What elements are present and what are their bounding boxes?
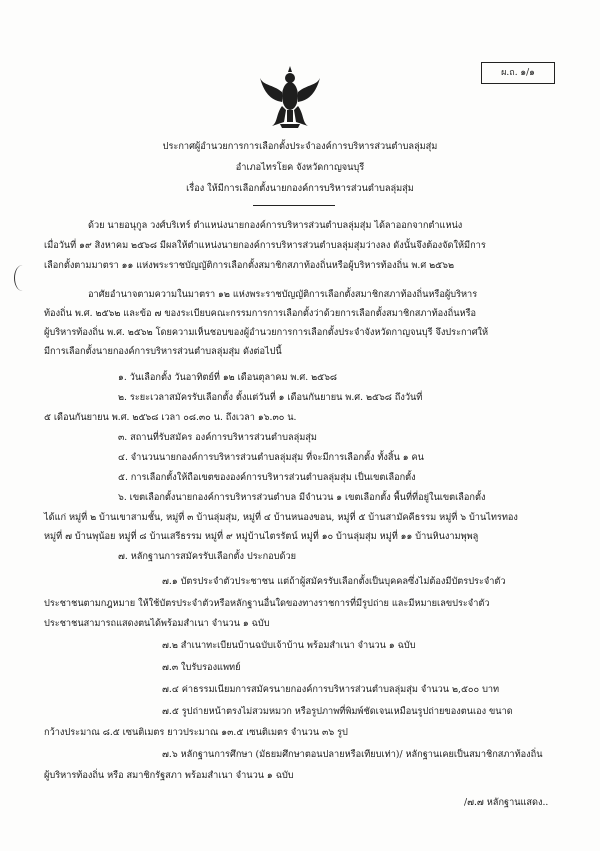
- list-item: ๗.๒ สำเนาทะเบียนบ้านฉบับเจ้าบ้าน พร้อมสำเนา จำนวน ๑ ฉบับ: [162, 640, 416, 651]
- list-item: ๗.๑ บัตรประจำตัวประชาชน แต่ถ้าผู้สมัครรับเลือกตั้งเป็นบุคคลซึ่งไม่ต้องมีบัตรประจำตัว: [162, 576, 506, 587]
- list-item: ๕. การเลือกตั้งให้ถือเขตขององค์การบริหารส่วนตำบลลุ่มสุ่ม เป็นเขตเลือกตั้ง: [118, 472, 416, 483]
- list-item: ๔. จำนวนนายกองค์การบริหารส่วนตำบลลุ่มสุ่ม ที่จะมีการเลือกตั้ง ทั้งสิ้น ๑ คน: [118, 452, 424, 463]
- title-line-2: อำเภอไทรโยค จังหวัดกาญจนบุรี: [235, 162, 365, 173]
- list-item: ๗. หลักฐานการสมัครรับเลือกตั้ง ประกอบด้วย: [118, 551, 297, 562]
- title-divider: [253, 205, 335, 206]
- list-item: กว้างประมาณ ๘.๕ เซนติเมตร ยาวประมาณ ๑๓.๕ เซนติเมตร จำนวน ๓๖ รูป: [44, 727, 348, 738]
- list-item: ประชาชนสามารถแสดงตนได้พร้อมสำเนา จำนวน ๑ ฉบับ: [44, 618, 270, 629]
- para2-line-2: ท้องถิ่น พ.ศ. ๒๕๖๒ และข้อ ๗ ของระเบียบคณะกรรมการการเลือกตั้งว่าด้วยการเลือกตั้งสมาชิกสภาท้องถิ่นหรือ: [44, 308, 477, 319]
- form-code-box: ผ.ถ. ๑/๑: [481, 62, 555, 84]
- garuda-emblem: [258, 66, 322, 128]
- title-line-3: เรื่อง ให้มีการเลือกตั้งนายกองค์การบริหารส่วนตำบลลุ่มสุ่ม: [186, 183, 414, 194]
- para1-line-2: เมื่อวันที่ ๑๙ สิงหาคม ๒๕๖๘ มีผลให้ตำแหน่งนายกองค์การบริหารส่วนตำบลลุ่มสุ่มว่างลง ดังนั้นจึงต้องจัดให้มีการ: [44, 240, 486, 251]
- list-item: ได้แก่ หมู่ที่ ๒ บ้านเขาสามชั้น, หมู่ที่ ๓ บ้านลุ่มสุ่ม, หมู่ที่ ๔ บ้านหนองขอน, หมู่ที่ ๕ บ้านสามัคคีธรรม หมู่ที่ ๖ บ้านไทรทอง: [44, 512, 518, 523]
- para2-line-4: มีการเลือกตั้งนายกองค์การบริหารส่วนตำบลลุ่มสุ่ม ดังต่อไปนี้: [44, 346, 282, 357]
- para2-line-3: ผู้บริหารท้องถิ่น พ.ศ. ๒๕๖๒ โดยความเห็นชอบของผู้อำนวยการการเลือกตั้งประจำจังหวัดกาญจนบุรี จึงประกาศให้: [44, 327, 489, 338]
- list-item: ผู้บริหารท้องถิ่น หรือ สมาชิกรัฐสภา พร้อมสำเนา จำนวน ๑ ฉบับ: [44, 770, 294, 781]
- list-item: ๗.๓ ใบรับรองแพทย์: [162, 662, 241, 673]
- list-item: หมู่ที่ ๗ บ้านพุน้อย หมู่ที่ ๘ บ้านเสรีธรรม หมู่ที่ ๙ หมู่บ้านไตรรัตน์ หมู่ที่ ๑๐ บ้านลุ่มสุ่ม หมู่ที่ ๑๑ บ้านหินงามพุพลู: [44, 531, 479, 542]
- list-item: ๗.๔ ค่าธรรมเนียมการสมัครนายกองค์การบริหารส่วนตำบลลุ่มสุ่ม จำนวน ๒,๕๐๐ บาท: [162, 684, 500, 695]
- continuation-note: /๗.๗ หลักฐานแสดง..: [464, 797, 549, 808]
- list-item: ๓. สถานที่รับสมัคร องค์การบริหารส่วนตำบลลุ่มสุ่ม: [118, 432, 317, 443]
- list-item: ๒. ระยะเวลาสมัครรับเลือกตั้ง ตั้งแต่วันที่ ๑ เดือนกันยายน พ.ศ. ๒๕๖๘ ถึงวันที่: [118, 392, 423, 403]
- margin-bracket: [14, 265, 31, 291]
- list-item: ประชาชนตามกฎหมาย ให้ใช้บัตรประจำตัวหรือหลักฐานอื่นใดของทางราชการที่มีรูปถ่าย และมีหมายเลขประจำตัว: [44, 598, 490, 609]
- title-line-1: ประกาศผู้อำนวยการการเลือกตั้งประจำองค์การบริหารส่วนตำบลลุ่มสุ่ม: [162, 141, 438, 152]
- list-item: ๗.๕ รูปถ่ายหน้าตรงไม่สวมหมวก หรือรูปภาพที่พิมพ์ชัดเจนเหมือนรูปถ่ายของตนเอง ขนาด: [162, 706, 513, 717]
- list-item: ๕ เดือนกันยายน พ.ศ. ๒๕๖๘ เวลา ๐๘.๓๐ น. ถึงเวลา ๑๖.๓๐ น.: [44, 412, 297, 423]
- list-item: ๖. เขตเลือกตั้งนายกองค์การบริหารส่วนตำบล มีจำนวน ๑ เขตเลือกตั้ง พื้นที่ที่อยู่ในเขตเลือกตั้ง: [118, 492, 486, 503]
- para1-line-1: ด้วย นายอนุกูล วงศ์บริเทร์ ตำแหน่งนายกองค์การบริหารส่วนตำบลลุ่มสุ่ม ได้ลาออกจากตำแหน่ง: [88, 220, 463, 231]
- list-item: ๑. วันเลือกตั้ง วันอาทิตย์ที่ ๑๒ เดือนตุลาคม พ.ศ. ๒๕๖๘: [118, 372, 338, 383]
- para2-line-1: อาศัยอำนาจตามความในมาตรา ๑๒ แห่งพระราชบัญญัติการเลือกตั้งสมาชิกสภาท้องถิ่นหรือผู้บริหาร: [88, 289, 478, 300]
- list-item: ๗.๖ หลักฐานการศึกษา (มัธยมศึกษาตอนปลายหรือเทียบเท่า)/ หลักฐานเคยเป็นสมาชิกสภาท้องถิ่น: [162, 749, 543, 760]
- para1-line-3: เลือกตั้งตามมาตรา ๑๑ แห่งพระราชบัญญัติการเลือกตั้งสมาชิกสภาท้องถิ่นหรือผู้บริหารท้องถิ่น พ.ศ ๒๕๖๒: [44, 260, 455, 271]
